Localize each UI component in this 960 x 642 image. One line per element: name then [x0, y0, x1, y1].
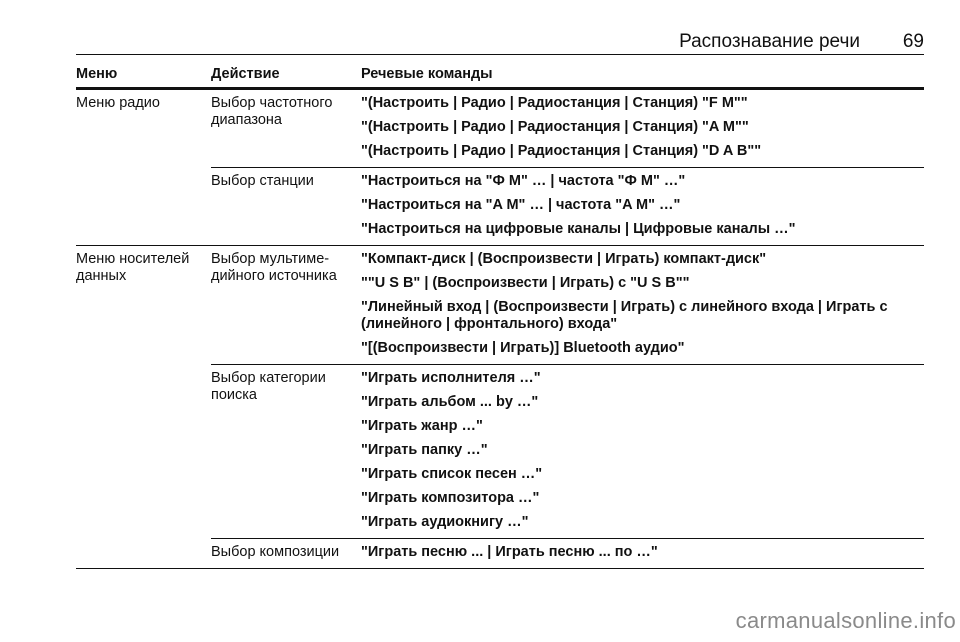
commands-cell [361, 539, 924, 568]
voice-command: "Играть жанр …" [361, 418, 483, 434]
voice-command: "Играть папку …" [361, 442, 488, 458]
voice-command: "Играть список песен …" [361, 466, 543, 482]
voice-command: "Компакт-диск | (Воспроизвести | Играть) компакт-диск" [361, 251, 767, 267]
table-row-group [76, 246, 924, 569]
voice-command: "Настроиться на "Ф М" … | частота "Ф М" …" [361, 173, 686, 189]
voice-command: "Играть исполнителя …" [361, 370, 541, 386]
column-header-menu: Меню [76, 66, 118, 82]
action-cell: Выбор категории поиска [211, 370, 326, 403]
action-cell: Выбор композиции [211, 544, 340, 560]
voice-command: "(Настроить | Радио | Радиостанция | Станция) "F M"" [361, 95, 748, 111]
table-row [211, 246, 924, 364]
table-header [76, 66, 924, 90]
action-rows [211, 246, 924, 568]
table-row [211, 538, 924, 568]
action-cell: Выбор мультиме- дийного источника [211, 251, 337, 284]
action-cell: Выбор станции [211, 173, 314, 189]
voice-command: "(Настроить | Радио | Радиостанция | Станция) "A M"" [361, 119, 749, 135]
commands-cell [361, 246, 924, 364]
voice-command: "Настроиться на цифровые каналы | Цифровые каналы …" [361, 221, 796, 237]
voice-command: "Играть аудиокнигу …" [361, 514, 529, 530]
watermark: carmanualsonline.info [735, 608, 956, 633]
commands-cell [361, 90, 924, 167]
page-title: Распознавание речи [679, 31, 860, 52]
table-row-group [76, 90, 924, 246]
voice-command: "Играть альбом ... by …" [361, 394, 539, 410]
voice-command: "[(Воспроизвести | Играть)] Bluetooth аудио" [361, 340, 685, 356]
voice-command: "Играть песню ... | Играть песню ... по …" [361, 544, 658, 560]
action-rows [211, 90, 924, 245]
table-body [76, 90, 924, 569]
commands-cell [361, 365, 924, 538]
action-cell: Выбор частотного диапазона [211, 95, 333, 128]
commands-cell [361, 168, 924, 245]
voice-command: "Играть композитора …" [361, 490, 540, 506]
column-header-commands: Речевые команды [361, 66, 493, 82]
table-row [211, 364, 924, 538]
voice-command: "(Настроить | Радио | Радиостанция | Станция) "D A B"" [361, 143, 762, 159]
table-row [211, 167, 924, 245]
page-header [76, 32, 924, 55]
voice-command: ""U S B" | (Воспроизвести | Играть) с "U S B"" [361, 275, 690, 291]
menu-cell: Меню радио [76, 95, 160, 111]
voice-commands-table [76, 66, 924, 569]
menu-cell: Меню носителей данных [76, 251, 190, 284]
page-number: 69 [902, 31, 924, 52]
table-row [211, 90, 924, 167]
voice-command: "Настроиться на "A M" … | частота "A M" …" [361, 197, 681, 213]
voice-command: "Линейный вход | (Воспроизвести | Играть) с линейного входа | Играть с (линейного | фронтального) входа" [361, 299, 888, 332]
column-header-action: Действие [211, 66, 280, 82]
